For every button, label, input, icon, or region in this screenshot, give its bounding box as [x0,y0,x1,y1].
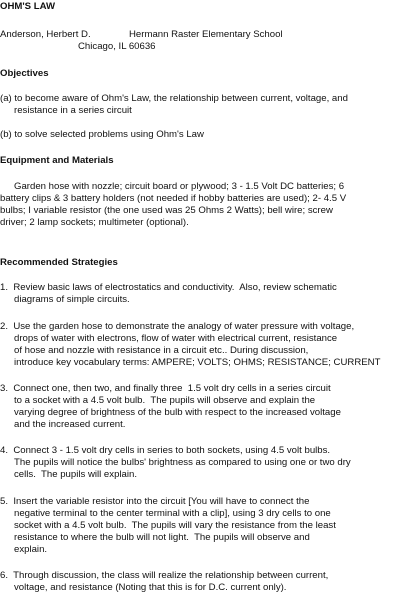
objective-a-line2: resistance in a series circuit [14,105,132,116]
strategy-first-line: 6. Through discussion, the class will realize the relationship between current, [0,570,329,581]
strategy-line: varying degree of brightness of the bulb with respect to the increased voltage [14,407,341,418]
strategy-line: drops of water with electrons, flow of water with electrical current, resistance [14,333,338,344]
strategy-first-line: 2. Use the garden hose to demonstrate the analogy of water pressure with voltage, [0,321,355,332]
strategy-line: diagrams of simple circuits. [14,294,130,305]
strategy-line: of hose and nozzle with resistance in a circuit etc.. During discussion, [14,345,309,356]
strategy-line: socket with a 4.5 volt bulb. The pupils will vary the resistance from the least [14,520,336,531]
equipment-heading: Equipment and Materials [0,155,114,166]
strategy-first-line: 3. Connect one, then two, and finally three 1.5 volt dry cells in a series circuit [0,383,331,394]
strategy-line: to a socket with a 4.5 volt bulb. The pupils will observe and explain the [14,395,316,406]
strategy-line: introduce key vocabulary terms: AMPERE; VOLTS; OHMS; RESISTANCE; CURRENT [14,357,381,368]
strategy-line: voltage, and resistance (Noting that this is for D.C. current only). [14,582,287,593]
author-name: Anderson, Herbert D. [0,29,91,40]
strategies-heading: Recommended Strategies [0,257,118,268]
strategy-line: cells. The pupils will explain. [14,469,137,480]
objectives-heading: Objectives [0,68,49,79]
equipment-line: driver; 2 lamp sockets; multimeter (optional). [0,217,189,228]
strategy-first-line: 1. Review basic laws of electrostatics and conductivity. Also, review schematic [0,282,337,293]
strategy-line: resistance to where the bulb will not light. The pupils will observe and [14,532,310,543]
strategy-line: explain. [14,544,48,555]
equipment-line: battery clips & 3 battery holders (not needed if hobby batteries are used); 2- 4.5 V [0,193,347,204]
strategy-line: The pupils will notice the bulbs' brightness as compared to using one or two dry [14,457,351,468]
strategy-first-line: 5. Insert the variable resistor into the circuit [You will have to connect the [0,496,310,507]
equipment-line: bulbs; I variable resistor (the one used was 25 Ohms 2 Watts); bell wire; screw [0,205,333,216]
author-school: Hermann Raster Elementary School [129,29,283,40]
author-location: Chicago, IL 60636 [78,41,156,52]
equipment-line: Garden hose with nozzle; circuit board or plywood; 3 - 1.5 Volt DC batteries; 6 [14,181,345,192]
strategy-line: and the increased current. [14,419,126,430]
strategy-line: negative terminal to the center terminal with a clip], using 3 dry cells to one [14,508,331,519]
page-title: OHM'S LAW [0,1,56,12]
objective-b: (b) to solve selected problems using Ohm's Law [0,129,204,140]
strategy-first-line: 4. Connect 3 - 1.5 volt dry cells in series to both sockets, using 4.5 volt bulbs. [0,445,331,456]
objective-a-line1: (a) to become aware of Ohm's Law, the relationship between current, voltage, and [0,93,348,104]
